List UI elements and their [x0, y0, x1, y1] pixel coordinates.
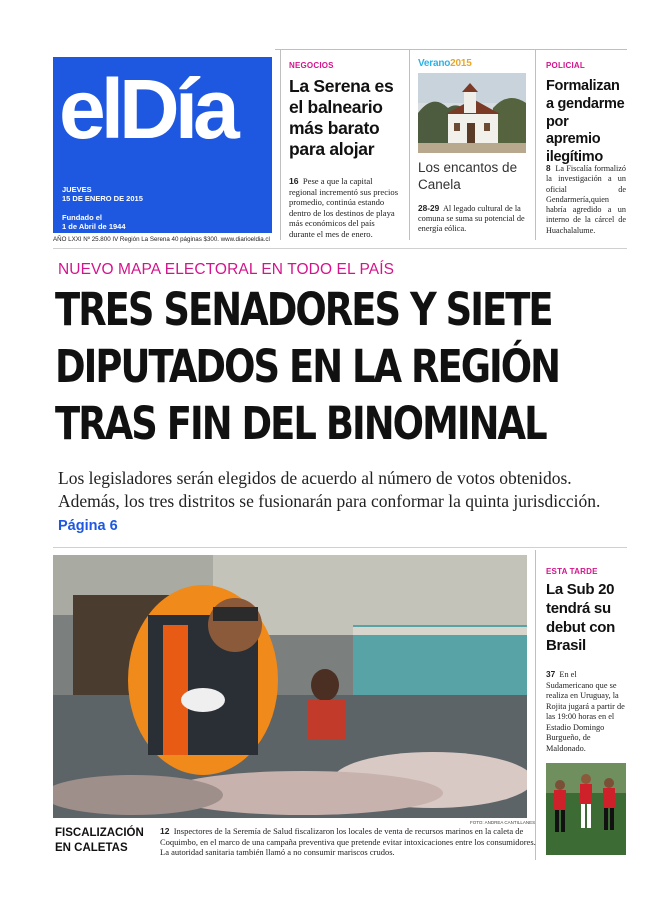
- fish-market-photo[interactable]: [53, 555, 527, 818]
- sub20-summary: [546, 669, 626, 754]
- newspaper-logo: elDía: [59, 62, 235, 156]
- page-number: 28-29: [418, 203, 440, 213]
- founded-date: 1 de Abril de 1944: [62, 221, 126, 231]
- church-image: [418, 73, 526, 153]
- caption-title-line: EN CALETAS: [55, 841, 128, 854]
- issue-full-date: 15 DE ENERO DE 2015: [62, 193, 143, 203]
- soccer-photo[interactable]: [546, 763, 626, 855]
- headline-line: TRES SENADORES Y SIETE: [55, 283, 552, 336]
- canela-headline[interactable]: Los encantos de Canela: [418, 160, 518, 192]
- caption-text: Inspectores de la Seremía de Salud fiscalizaron los locales de venta de recursos marinos en la caleta de Coquimbo, en el marco de una campaña preventiva que pretende evitar intoxicaciones entre los consumidores. La autoridad sanitaria también llamó a no consumir mariscos crudos.: [160, 826, 536, 858]
- photo-caption-title: [55, 826, 144, 855]
- main-deck: [58, 467, 618, 535]
- canela-summary: [418, 203, 526, 234]
- negocios-headline[interactable]: La Serena es el balneario más barato para alojar: [289, 76, 394, 159]
- issue-day: JUEVES: [62, 185, 92, 194]
- main-kicker: NUEVO MAPA ELECTORAL EN TODO EL PAÍS: [58, 261, 395, 278]
- verano-word: Verano: [418, 58, 451, 69]
- section-rule: [53, 248, 627, 249]
- negocios-body-text: Pese a que la capital regional incrementó sus precios promedio, continúa estando dentro de los destinos de playa más económicos del país durante el mes de enero.: [289, 176, 399, 239]
- policial-body-text: La Fiscalía formalizó la investigación a un oficial de Gendarmería,quien habría agredido a un interno de la cárcel de Huachalalume.: [546, 164, 626, 235]
- canela-photo[interactable]: [418, 73, 526, 153]
- page-number: 37: [546, 669, 556, 679]
- verano-year: 2015: [450, 58, 472, 69]
- players-image: [546, 763, 626, 855]
- verano-label: [418, 58, 472, 69]
- headline-line: DIPUTADOS EN LA REGIÓN: [55, 340, 560, 393]
- main-headline[interactable]: [55, 281, 629, 452]
- sub20-headline[interactable]: La Sub 20 tendrá su debut con Brasil: [546, 581, 615, 655]
- page-reference-link[interactable]: Página 6: [58, 517, 118, 534]
- negocios-tag: NEGOCIOS: [289, 61, 334, 70]
- photo-credit: FOTO: ANDREA CANTILLANES: [470, 820, 536, 825]
- issue-date: [62, 186, 143, 203]
- canela-body-text: Al legado cultural de la comuna se suma su potencial de energía eólica.: [418, 204, 525, 234]
- issue-info: AÑO LXXI Nº 25.800 IV Región La Serena 40 páginas $300. www.diarioeldia.cl: [53, 236, 270, 243]
- section-rule: [53, 547, 627, 548]
- column-divider: [409, 50, 410, 240]
- founded-note: [62, 214, 126, 231]
- photo-caption: [160, 826, 536, 858]
- policial-headline[interactable]: Formalizan a gendarme por apremio ilegítimo: [546, 78, 625, 166]
- policial-summary: [546, 164, 626, 236]
- page-number: 16: [289, 176, 299, 186]
- sub20-tag: ESTA TARDE: [546, 567, 598, 576]
- column-divider: [280, 50, 281, 240]
- founded-label: Fundado el: [62, 213, 102, 222]
- sub20-body-text: En el Sudamericano que se realiza en Uruguay, la Rojita jugará a partir de las 19:00 horas en el Estadio Domingo Burgueño, de Maldonado.: [546, 670, 625, 753]
- masthead: [53, 57, 272, 233]
- top-rule: [275, 49, 627, 50]
- headline-line: TRAS FIN DEL BINOMINAL: [55, 397, 546, 450]
- column-divider: [535, 50, 536, 240]
- negocios-summary: [289, 176, 401, 239]
- caption-title-line: FISCALIZACIÓN: [55, 827, 144, 839]
- page-number: 8: [546, 164, 551, 173]
- policial-tag: POLICIAL: [546, 61, 585, 70]
- inspector-image: [53, 555, 527, 818]
- deck-text: Los legisladores serán elegidos de acuerdo al número de votos obtenidos. Además, los tres distritos se fusionarán para conformar la quinta jurisdicción.: [58, 468, 601, 511]
- page-number: 12: [160, 826, 170, 836]
- column-divider: [535, 550, 536, 860]
